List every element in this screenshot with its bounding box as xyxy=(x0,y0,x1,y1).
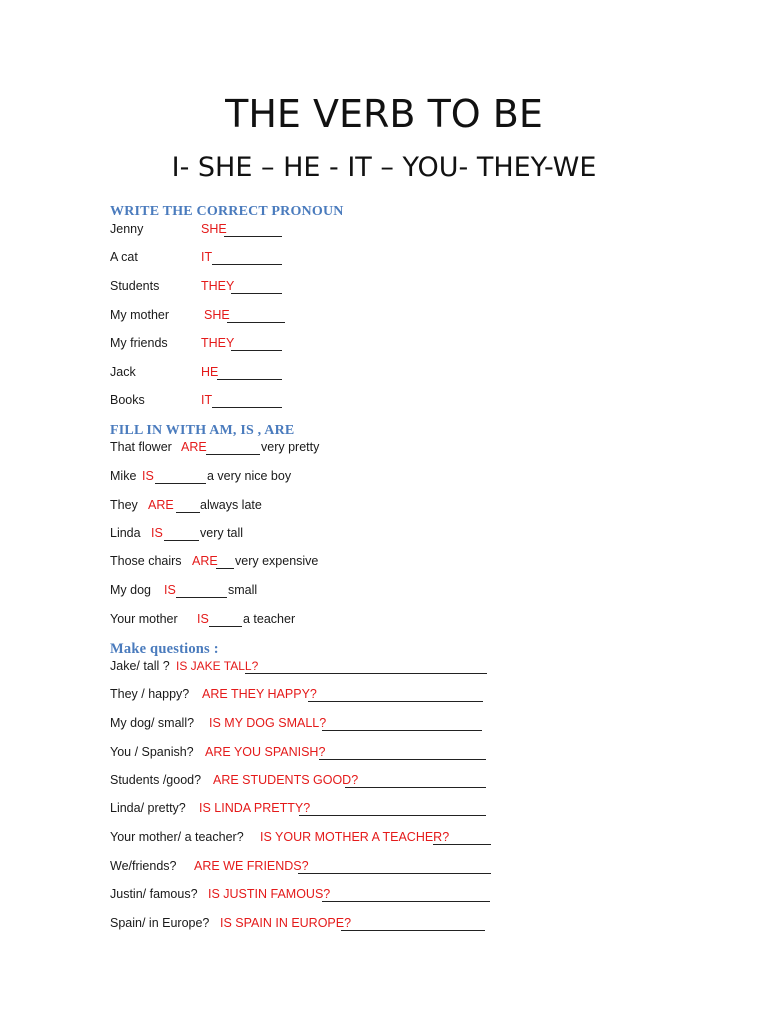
question-prompt: Justin/ famous? xyxy=(110,887,198,901)
fill-in-after: always late xyxy=(200,498,262,512)
section-pronoun-heading: WRITE THE CORRECT PRONOUN xyxy=(110,204,344,219)
question-prompt: You / Spanish? xyxy=(110,745,194,759)
page-subtitle: I- SHE – HE - IT – YOU- THEY-WE xyxy=(171,152,597,183)
fill-in-before: Those chairs xyxy=(110,554,182,568)
question-answer: ARE THEY HAPPY? xyxy=(202,687,317,701)
fill-in-answer: IS xyxy=(197,612,209,626)
pronoun-answer: THEY xyxy=(201,336,235,350)
section-questions-heading: Make questions : xyxy=(110,641,219,657)
answer-blank-line xyxy=(322,730,482,731)
answer-blank-line xyxy=(345,787,486,788)
fill-in-before: They xyxy=(110,498,138,512)
answer-blank-line xyxy=(341,930,485,931)
answer-blank-line xyxy=(299,815,486,816)
pronoun-word: Books xyxy=(110,393,145,407)
pronoun-word: Students xyxy=(110,279,160,293)
pronoun-word: Jenny xyxy=(110,222,144,236)
question-answer: IS SPAIN IN EUROPE? xyxy=(220,916,352,930)
fill-in-after: very tall xyxy=(200,526,244,540)
fill-in-after: small xyxy=(228,583,258,597)
fill-in-answer: IS xyxy=(151,526,163,540)
pronoun-word: My friends xyxy=(110,336,168,350)
pronoun-word: My mother xyxy=(110,308,170,322)
answer-blank-line xyxy=(245,673,487,674)
answer-blank-line xyxy=(298,873,491,874)
answer-blank-line xyxy=(217,379,282,380)
pronoun-word: Jack xyxy=(110,365,136,379)
fill-in-after: a teacher xyxy=(243,612,296,626)
fill-in-before: My dog xyxy=(110,583,151,597)
pronoun-answer: IT xyxy=(201,393,213,407)
question-prompt: Jake/ tall ? xyxy=(110,659,170,673)
fill-in-before: That flower xyxy=(110,440,172,454)
fill-in-before: Mike xyxy=(110,469,137,483)
answer-blank-line xyxy=(212,264,282,265)
pronoun-answer: SHE xyxy=(201,222,227,236)
pronoun-word: A cat xyxy=(110,250,138,264)
question-answer: ARE YOU SPANISH? xyxy=(205,745,326,759)
question-answer: IS YOUR MOTHER A TEACHER? xyxy=(260,830,450,844)
fill-in-answer: IS xyxy=(142,469,154,483)
answer-blank-line xyxy=(308,701,483,702)
answer-blank-line xyxy=(433,844,491,845)
answer-blank-line xyxy=(164,540,199,541)
fill-in-answer: ARE xyxy=(181,440,207,454)
answer-blank-line xyxy=(231,350,282,351)
answer-blank-line xyxy=(212,407,282,408)
answer-blank-line xyxy=(231,293,282,294)
question-prompt: My dog/ small? xyxy=(110,716,195,730)
question-prompt: Spain/ in Europe? xyxy=(110,916,210,930)
answer-blank-line xyxy=(227,322,285,323)
fill-in-before: Your mother xyxy=(110,612,178,626)
page-title: THE VERB TO BE xyxy=(225,92,543,136)
answer-blank-line xyxy=(216,568,234,569)
answer-blank-line xyxy=(176,512,200,513)
question-prompt: They / happy? xyxy=(110,687,190,701)
answer-blank-line xyxy=(322,901,490,902)
pronoun-answer: IT xyxy=(201,250,213,264)
question-prompt: We/friends? xyxy=(110,859,177,873)
answer-blank-line xyxy=(319,759,486,760)
pronoun-answer: THEY xyxy=(201,279,235,293)
answer-blank-line xyxy=(206,454,260,455)
question-prompt: Linda/ pretty? xyxy=(110,801,186,815)
answer-blank-line xyxy=(176,597,227,598)
question-answer: ARE WE FRIENDS? xyxy=(194,859,309,873)
question-answer: IS JAKE TALL? xyxy=(176,659,259,673)
fill-in-before: Linda xyxy=(110,526,141,540)
fill-in-after: very pretty xyxy=(261,440,320,454)
fill-in-answer: ARE xyxy=(192,554,218,568)
question-prompt: Students /good? xyxy=(110,773,202,787)
pronoun-answer: HE xyxy=(201,365,219,379)
fill-in-answer: ARE xyxy=(148,498,174,512)
question-answer: ARE STUDENTS GOOD? xyxy=(213,773,359,787)
question-answer: IS MY DOG SMALL? xyxy=(209,716,327,730)
question-prompt: Your mother/ a teacher? xyxy=(110,830,244,844)
question-answer: IS LINDA PRETTY? xyxy=(199,801,311,815)
answer-blank-line xyxy=(209,626,242,627)
pronoun-answer: SHE xyxy=(204,308,230,322)
fill-in-answer: IS xyxy=(164,583,176,597)
fill-in-after: a very nice boy xyxy=(207,469,292,483)
fill-in-after: very expensive xyxy=(235,554,319,568)
question-answer: IS JUSTIN FAMOUS? xyxy=(208,887,331,901)
answer-blank-line xyxy=(224,236,282,237)
answer-blank-line xyxy=(155,483,206,484)
section-fill-in-heading: FILL IN WITH AM, IS , ARE xyxy=(110,423,295,438)
